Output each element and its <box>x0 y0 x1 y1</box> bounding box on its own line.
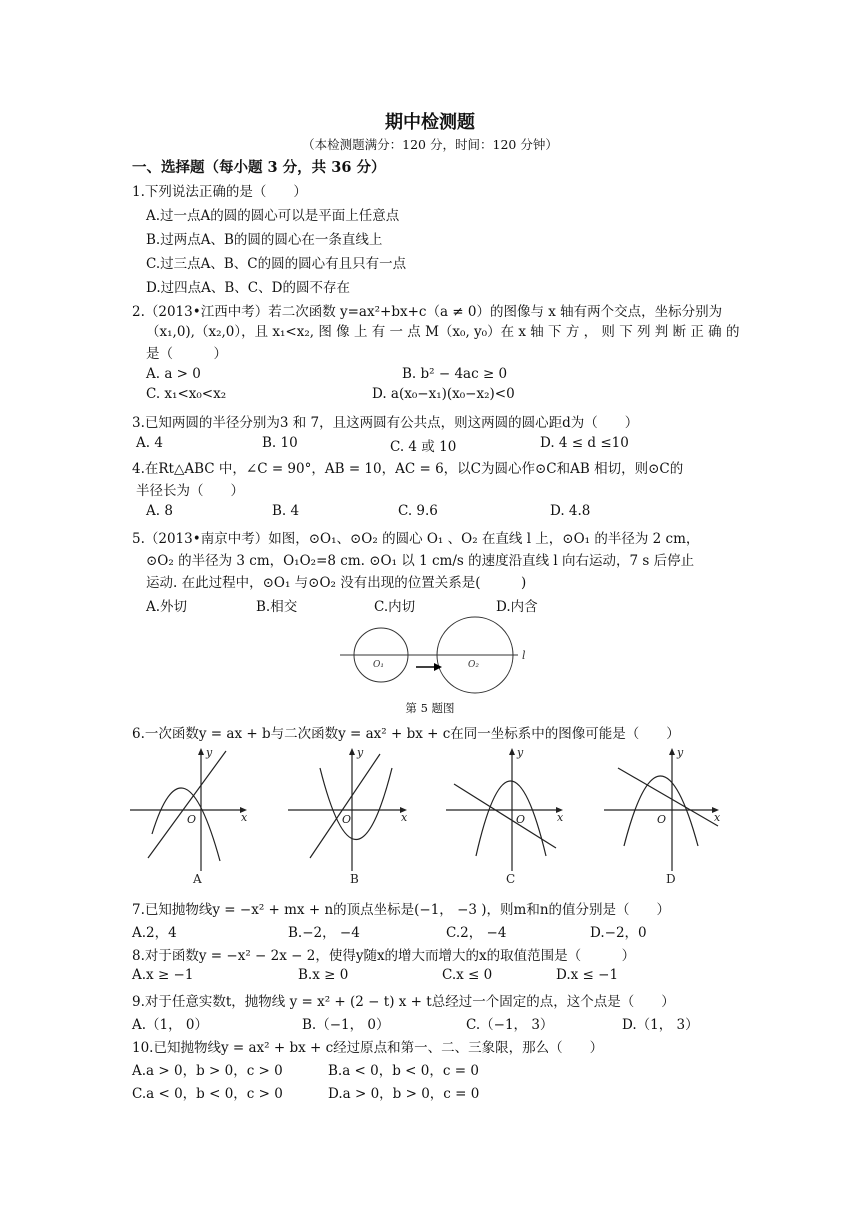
o-label: O <box>657 813 667 826</box>
q4-line1: 4.在Rt△ABC 中，∠C = 90°，AB = 10，AC = 6，以C为圆心作⊙C和AB 相切，则⊙C的 <box>132 461 684 477</box>
q2-option-d: D. a(x₀−x₁)(x₀−x₂)<0 <box>372 386 515 402</box>
q9-option-a: A.（1， 0） <box>132 1017 209 1033</box>
q4-option-a: A. 8 <box>146 503 173 519</box>
q3-stem: 3.已知两圆的半径分别为3 和 7，且这两圆有公共点，则这两圆的圆心距d为（ ） <box>132 415 639 431</box>
q5-figure <box>340 615 540 695</box>
q2-line1: 2.（2013•江西中考）若二次函数 y=ax²+bx+c（a ≠ 0）的图像与 x 轴有两个交点，坐标分别为 <box>132 304 723 320</box>
q5-line2: ⊙O₂ 的半径为 3 cm，O₁O₂=8 cm. ⊙O₁ 以 1 cm/s 的速度沿直线 l 向右运动，7 s 后停止 <box>146 553 695 569</box>
graph-label: C <box>506 872 516 886</box>
q4-option-c: C. 9.6 <box>398 503 438 519</box>
q9-option-d: D.（1， 3） <box>622 1017 699 1033</box>
line <box>618 768 718 826</box>
x-label: x <box>714 811 721 824</box>
q8-option-a: A.x ≥ −1 <box>132 967 194 983</box>
q5-caption: 第 5 题图 <box>405 701 455 715</box>
q2-line3: 是（ ） <box>146 346 227 362</box>
q6-graph-b <box>288 746 413 886</box>
parabola <box>320 768 392 840</box>
q4-line2: 半径长为（ ） <box>136 483 244 499</box>
x-label: x <box>557 811 564 824</box>
q8-option-b: B.x ≥ 0 <box>298 967 349 983</box>
q2-option-b: B. b² − 4ac ≥ 0 <box>402 366 508 382</box>
q7-stem: 7.已知抛物线y = −x² + mx + n的顶点坐标是(−1， −3 )，则m和n的值分别是（ ） <box>132 902 671 918</box>
page-subtitle: （本检测题满分：120 分，时间：120 分钟） <box>302 137 558 152</box>
q2-option-a: A. a > 0 <box>146 366 201 382</box>
q6-stem: 6.一次函数y = ax + b与二次函数y = ax² + bx + c在同一坐标系中的图像可能是（ ） <box>132 726 680 742</box>
q7-option-c: C.2， −4 <box>446 925 507 941</box>
q6-graph-c <box>446 746 571 886</box>
q7-option-d: D.−2，0 <box>590 925 647 941</box>
label-o2: O₂ <box>468 660 479 670</box>
y-label: y <box>677 746 684 759</box>
q1-option-c: C.过三点A、B、C的圆的圆心有且只有一点 <box>146 256 407 272</box>
q1-stem: 1.下列说法正确的是（ ） <box>132 184 307 200</box>
q1-option-a: A.过一点A的圆的圆心可以是平面上任意点 <box>146 208 400 224</box>
q5-option-b: B.相交 <box>256 599 298 615</box>
q8-option-d: D.x ≤ −1 <box>556 967 619 983</box>
q6-graph-a <box>130 746 255 886</box>
parabola <box>152 788 220 861</box>
graph-label: D <box>666 872 676 886</box>
q1-option-b: B.过两点A、B的圆的圆心在一条直线上 <box>146 232 383 248</box>
line <box>454 784 556 848</box>
section-heading: 一、选择题（每小题 3 分，共 36 分） <box>132 159 386 176</box>
q3-option-a: A. 4 <box>136 435 163 451</box>
q3-option-c: C. 4 或 10 <box>390 439 457 455</box>
page-title: 期中检测题 <box>385 112 475 133</box>
y-label: y <box>357 746 364 759</box>
q2-option-c: C. x₁<x₀<x₂ <box>146 386 227 402</box>
q4-option-d: D. 4.8 <box>550 503 591 519</box>
o-label: O <box>516 813 526 826</box>
q9-stem: 9.对于任意实数t，抛物线 y = x² + (2 − t) x + t总经过一个固定的点，这个点是（ ） <box>132 994 675 1010</box>
q6-graph-d <box>604 746 729 886</box>
q5-option-d: D.内含 <box>496 599 538 615</box>
q9-option-b: B.（−1， 0） <box>302 1017 390 1033</box>
graph-label: A <box>193 872 202 886</box>
q9-option-c: C.（−1， 3） <box>466 1017 554 1033</box>
q7-option-a: A.2，4 <box>132 925 177 941</box>
parabola <box>624 776 698 846</box>
q2-line2: （x₁,0),（x₂,0），且 x₁<x₂, 图 像 上 有 一 点 M（x₀, y₀）在 x 轴 下 方 ， 则 下 列 判 断 正 确 的 <box>146 324 740 340</box>
x-label: x <box>401 811 408 824</box>
q5-option-a: A.外切 <box>146 599 188 615</box>
q5-line3: 运动. 在此过程中，⊙O₁ 与⊙O₂ 没有出现的位置关系是( ) <box>146 575 527 591</box>
q4-option-b: B. 4 <box>272 503 300 519</box>
q10-option-d: D.a > 0，b > 0，c = 0 <box>328 1086 480 1102</box>
q7-option-b: B.−2， −4 <box>288 925 360 941</box>
q3-option-d: D. 4 ≤ d ≤10 <box>540 435 629 451</box>
o-label: O <box>187 813 197 826</box>
q10-option-a: A.a > 0，b > 0，c > 0 <box>132 1063 283 1079</box>
q8-stem: 8.对于函数y = −x² − 2x − 2，使得y随x的增大而增大的x的取值范围是（ ） <box>132 948 636 964</box>
q3-option-b: B. 10 <box>262 435 298 451</box>
y-label: y <box>517 746 524 759</box>
q1-option-d: D.过四点A、B、C、D的圆不存在 <box>146 280 350 296</box>
q10-option-b: B.a < 0，b < 0，c = 0 <box>328 1063 479 1079</box>
q8-option-c: C.x ≤ 0 <box>442 967 493 983</box>
label-l: l <box>522 649 526 662</box>
parabola <box>476 781 546 856</box>
x-label: x <box>241 811 248 824</box>
q10-option-c: C.a < 0，b < 0，c > 0 <box>132 1086 283 1102</box>
graph-label: B <box>350 872 359 886</box>
y-label: y <box>206 746 213 759</box>
q10-stem: 10.已知抛物线y = ax² + bx + c经过原点和第一、二、三象限，那么（ ） <box>132 1040 604 1056</box>
o-label: O <box>342 813 352 826</box>
q5-line1: 5.（2013•南京中考）如图，⊙O₁、⊙O₂ 的圆心 O₁ 、O₂ 在直线 l 上，⊙O₁ 的半径为 2 cm， <box>132 531 700 547</box>
label-o1: O₁ <box>373 660 384 670</box>
q5-option-c: C.内切 <box>374 599 416 615</box>
